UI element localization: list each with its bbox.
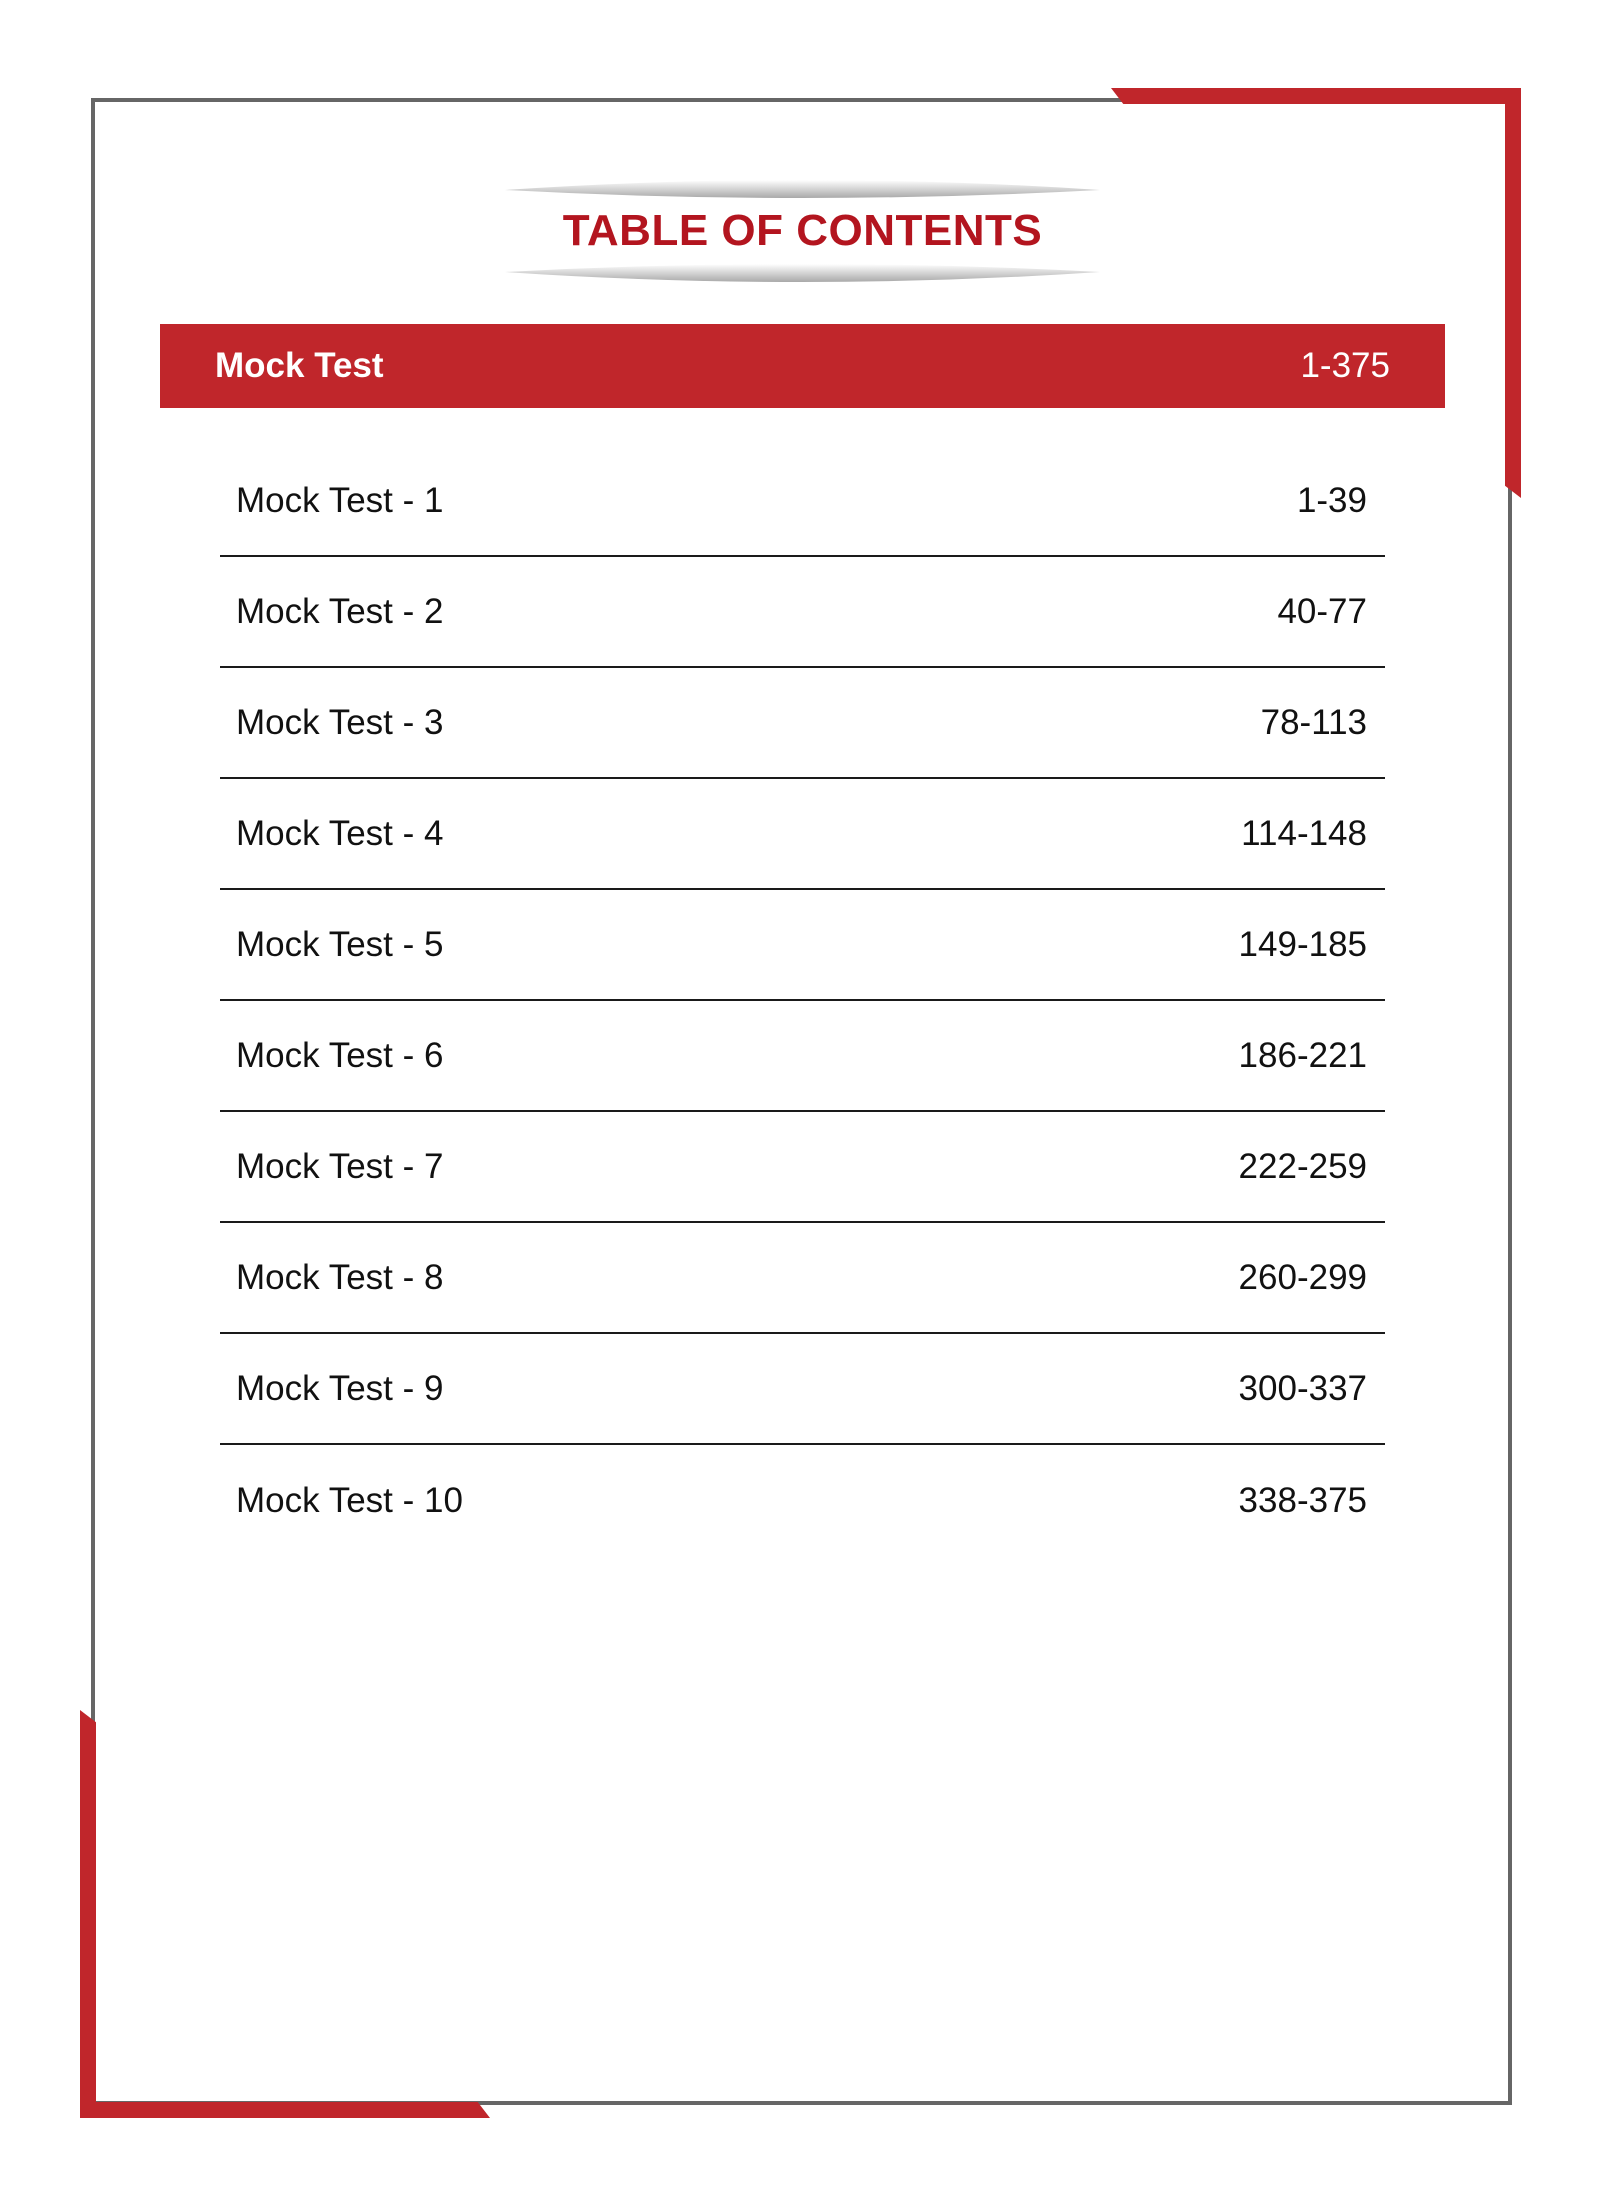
toc-entry-label: Mock Test - 3: [236, 702, 444, 742]
toc-entry: [220, 557, 1385, 668]
toc-entry-pages: 186-221: [1238, 1035, 1367, 1075]
section-page-range: 1-375: [1300, 346, 1390, 385]
toc-entry-pages: 300-337: [1238, 1368, 1367, 1408]
toc-entry-label: Mock Test - 7: [236, 1146, 444, 1186]
toc-entry-label: Mock Test - 2: [236, 591, 444, 631]
page-title: TABLE OF CONTENTS: [562, 206, 1043, 255]
corner-accent-right: [1505, 88, 1521, 498]
toc-entry: [220, 1001, 1385, 1112]
toc-entry-label: Mock Test - 6: [236, 1035, 444, 1075]
toc-entry: [220, 1223, 1385, 1334]
toc-entry-label: Mock Test - 5: [236, 924, 444, 964]
toc-entry-pages: 114-148: [1241, 813, 1367, 853]
toc-entry: [220, 1334, 1385, 1445]
toc-entry-label: Mock Test - 9: [236, 1368, 444, 1408]
toc-entry-pages: 40-77: [1277, 591, 1367, 631]
toc-entry: [220, 890, 1385, 1001]
title-lens-bottom: [505, 260, 1100, 286]
toc-entry-pages: 1-39: [1296, 480, 1367, 520]
title-banner: [505, 176, 1100, 286]
toc-entry: [220, 668, 1385, 779]
section-header-bar: [160, 324, 1445, 408]
corner-accent-left: [80, 1710, 96, 2118]
toc-entry-label: Mock Test - 4: [236, 813, 444, 853]
toc-entry-label: Mock Test - 10: [236, 1480, 463, 1520]
toc-entry: [220, 1112, 1385, 1223]
toc-entry-label: Mock Test - 1: [236, 480, 444, 520]
toc-entry: [220, 446, 1385, 557]
toc-entry-pages: 78-113: [1260, 702, 1367, 742]
corner-accent-top-right: [1111, 88, 1521, 104]
corner-accent-bottom-left: [80, 2102, 490, 2118]
toc-entry: [220, 1445, 1385, 1556]
toc-list: [220, 446, 1385, 1556]
title-lens-top: [505, 176, 1100, 202]
toc-entry-pages: 222-259: [1238, 1146, 1367, 1186]
toc-entry-pages: 149-185: [1238, 924, 1367, 964]
toc-entry-pages: 260-299: [1238, 1257, 1367, 1297]
toc-entry-pages: 338-375: [1238, 1480, 1367, 1520]
toc-entry-label: Mock Test - 8: [236, 1257, 444, 1297]
toc-entry: [220, 779, 1385, 890]
section-label: Mock Test: [215, 346, 384, 385]
